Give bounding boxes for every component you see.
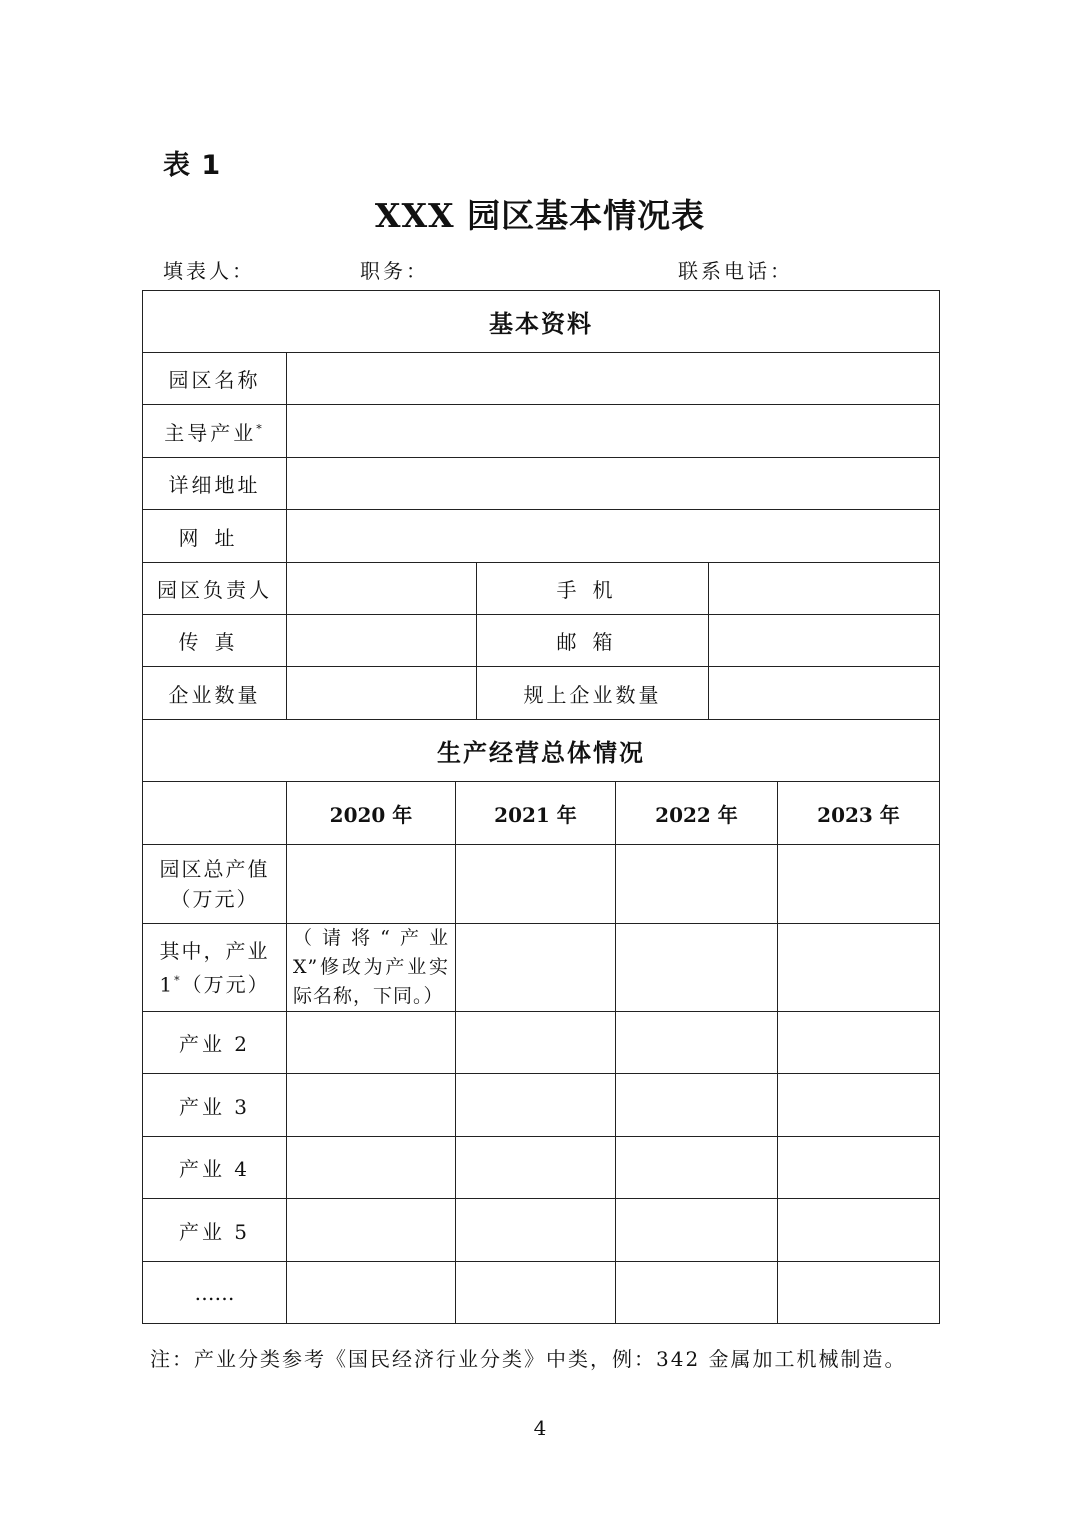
industry1-label-line1: 其中，产业: [159, 938, 270, 963]
fax-field[interactable]: [287, 615, 477, 667]
industry3-2021[interactable]: [456, 1074, 616, 1137]
head-person-label: 园区负责人: [143, 563, 287, 615]
total-output-label: [143, 845, 287, 924]
total-output-2021[interactable]: [456, 845, 616, 924]
address-field[interactable]: [287, 458, 940, 510]
total-output-2022[interactable]: [616, 845, 778, 924]
more-2021[interactable]: [456, 1262, 616, 1324]
year-header-2023: 2023 年: [778, 782, 940, 845]
industry4-2020[interactable]: [287, 1137, 456, 1199]
enterprise-count-label: 企业数量: [143, 667, 287, 720]
industry2-2020[interactable]: [287, 1012, 456, 1074]
address-label: 详细地址: [143, 458, 287, 510]
total-output-label-line1: 园区总产值: [159, 857, 270, 881]
total-output-2020[interactable]: [287, 845, 456, 924]
industry1-label-line2: [143, 966, 286, 1000]
industry1-unit: （万元）: [181, 972, 270, 997]
industry4-2023[interactable]: [778, 1137, 940, 1199]
industry4-label: 产业 4: [143, 1137, 287, 1199]
mobile-field[interactable]: [709, 563, 940, 615]
industry2-label: 产业 2: [143, 1012, 287, 1074]
website-field[interactable]: [287, 510, 940, 563]
industry3-2023[interactable]: [778, 1074, 940, 1137]
total-output-label-line2: （万元）: [170, 887, 259, 911]
leading-industry-field[interactable]: [287, 405, 940, 458]
more-2020[interactable]: [287, 1262, 456, 1324]
year-header-2020: 2020 年: [287, 782, 456, 845]
fax-label: 传真: [143, 615, 287, 667]
email-field[interactable]: [709, 615, 940, 667]
filler-person-label: 填表人：: [163, 259, 255, 283]
industry5-2021[interactable]: [456, 1199, 616, 1262]
page-number: 4: [533, 1416, 547, 1440]
industry3-label: 产业 3: [143, 1074, 287, 1137]
more-industries-ellipsis: ……: [143, 1262, 287, 1324]
park-name-label: 园区名称: [143, 353, 287, 405]
website-label: 网址: [143, 510, 287, 563]
industry1-2022[interactable]: [616, 924, 778, 1012]
section-production: 生产经营总体情况: [143, 720, 940, 782]
industry1-2023[interactable]: [778, 924, 940, 1012]
page-title: XXX 园区基本情况表: [374, 196, 706, 235]
park-name-field[interactable]: [287, 353, 940, 405]
filler-phone-label: 联系电话：: [678, 259, 793, 283]
leading-industry-label: [143, 405, 287, 458]
leading-industry-asterisk: *: [256, 421, 265, 435]
year-header-2022: 2022 年: [616, 782, 778, 845]
industry5-2023[interactable]: [778, 1199, 940, 1262]
industry5-2020[interactable]: [287, 1199, 456, 1262]
table-number-label: 表 1: [163, 150, 222, 181]
year-header-2021: 2021 年: [456, 782, 616, 845]
park-info-table: [142, 290, 940, 1324]
email-label: 邮箱: [477, 615, 709, 667]
total-output-2023[interactable]: [778, 845, 940, 924]
head-person-field[interactable]: [287, 563, 477, 615]
filler-position-label: 职务：: [360, 259, 429, 283]
industry4-2021[interactable]: [456, 1137, 616, 1199]
mobile-label: 手机: [477, 563, 709, 615]
industry1-label: [143, 924, 287, 1012]
industry5-2022[interactable]: [616, 1199, 778, 1262]
more-2023[interactable]: [778, 1262, 940, 1324]
industry2-2023[interactable]: [778, 1012, 940, 1074]
industry1-2020-hint[interactable]: （请将“产业 X”修改为产业实际名称，下同。）: [287, 924, 456, 1012]
above-scale-count-field[interactable]: [709, 667, 940, 720]
industry3-2022[interactable]: [616, 1074, 778, 1137]
industry1-asterisk: *: [174, 973, 182, 987]
industry1-2021[interactable]: [456, 924, 616, 1012]
industry5-label: 产业 5: [143, 1199, 287, 1262]
above-scale-count-label: 规上企业数量: [477, 667, 709, 720]
industry2-2021[interactable]: [456, 1012, 616, 1074]
footnote: 注：产业分类参考《国民经济行业分类》中类，例：342 金属加工机械制造。: [150, 1347, 907, 1371]
industry3-2020[interactable]: [287, 1074, 456, 1137]
year-header-blank: [143, 782, 287, 845]
industry2-2022[interactable]: [616, 1012, 778, 1074]
section-basic-info: 基本资料: [143, 291, 940, 353]
industry4-2022[interactable]: [616, 1137, 778, 1199]
leading-industry-text: 主导产业: [164, 420, 257, 445]
enterprise-count-field[interactable]: [287, 667, 477, 720]
industry1-number: 1: [159, 972, 175, 997]
more-2022[interactable]: [616, 1262, 778, 1324]
